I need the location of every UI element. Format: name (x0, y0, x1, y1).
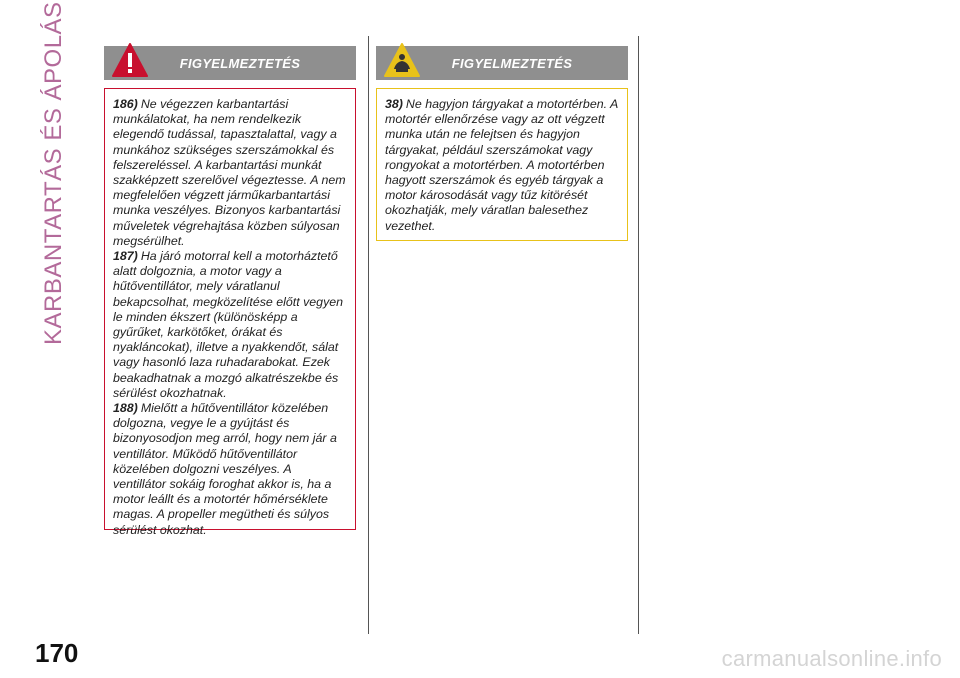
column-divider-left (368, 36, 369, 634)
warning-item-186 (113, 97, 347, 249)
watermark: carmanualsonline.info (721, 646, 942, 671)
warning-item-187 (113, 249, 347, 401)
right-warning-header (376, 46, 628, 80)
right-warning-title: FIGYELMEZTETÉS (451, 55, 573, 71)
item-text: Ne végezzen karbantartási munkálatokat, ha nem rendelkezik elegendő tudással, tapasztalattal, vagy a munkához szükséges szerszámokkal és felszereléssel. A karbantartási munkát szakképzett szerelővel végeztesse. A nem megfelelően végzett járműkarbantartási munka veszélyes. Bizonyos karbantartási műveletek végrehajtása közben súlyosan megsérülhet. (113, 97, 346, 248)
section-side-title: KARBANTARTÁS ÉS ÁPOLÁS (40, 1, 67, 345)
left-warning-box (104, 88, 356, 537)
item-number: 186) (113, 97, 138, 111)
item-text: Mielőtt a hűtőventillátor közelében dolgozna, vegye le a gyújtást és bizonyosodjon meg arról, hogy nem jár a ventillátor. Működő hűtőventillátor közelében dolgozni veszélyes. A ventillátor sokáig foroghat akkor is, ha a motor leállt és a motortér hőmérséklete magas. A propeller megütheti és súlyos sérülést okozhat. (113, 401, 337, 537)
item-number: 187) (113, 249, 138, 264)
left-warning-header (104, 46, 356, 80)
warning-item-38 (385, 97, 619, 234)
item-number: 38) (385, 97, 403, 111)
exclamation-warning-icon (106, 36, 154, 84)
column-divider-right (638, 36, 639, 634)
item-text: Ne hagyjon tárgyakat a motortérben. A motortér ellenőrzése vagy az ott végzett munka után ne felejtsen és hagyjon tárgyakat, például szerszámokat vagy rongyokat a motortérben. A motortérben hagyott szerszámok és egyéb tárgyak a motor károsodását vagy tűz kitörését okozhatják, mely váratlan balesethez vezethet. (385, 97, 618, 233)
environment-warning-icon (378, 36, 426, 84)
item-text: Ha járó motorral kell a motorháztető alatt dolgoznia, a motor vagy a hűtőventillátor, mely váratlanul bekapcsolhat, megközelítése előtt vegyen le minden ékszert (különösképp a gyűrűket, karkötőket, órákat és nyakláncokat), illetve a nyakkendőt, sálat vagy hasonló laza ruhadarabokat. Ezek beakadhatnak a mozgó alkatrészekbe és sérülést okozhatnak. (113, 249, 344, 400)
right-warning-box (376, 88, 628, 241)
item-number: 188) (113, 401, 138, 416)
page-number: 170 (35, 638, 79, 668)
left-warning-title: FIGYELMEZTETÉS (179, 55, 301, 71)
warning-item-188 (113, 401, 347, 538)
